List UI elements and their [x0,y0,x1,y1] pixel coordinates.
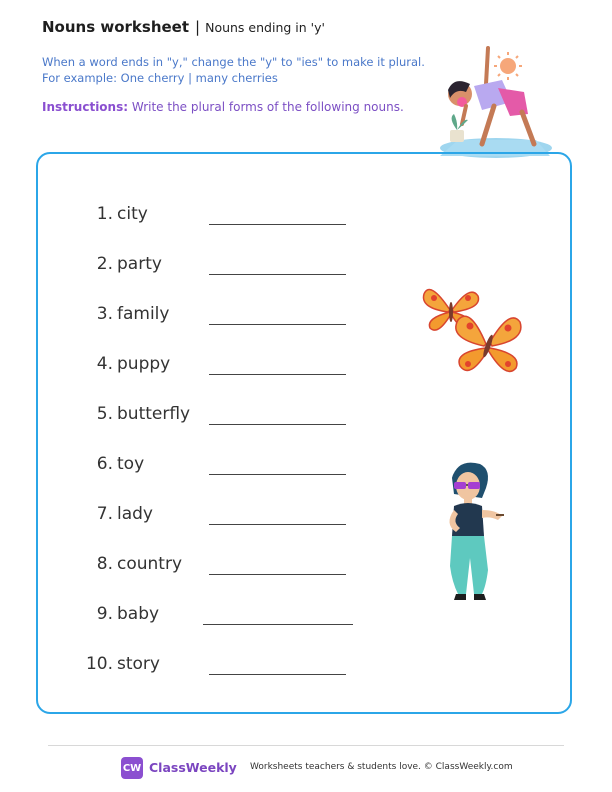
woman-sunglasses-illustration [436,458,512,604]
footer-brand[interactable]: ClassWeekly [149,760,237,775]
exercise-item [0,350,400,380]
answer-blank[interactable] [209,524,346,525]
item-noun: party [117,254,162,274]
item-noun: puppy [117,354,171,374]
item-noun: baby [117,604,160,624]
butterfly-illustration [450,306,526,382]
answer-blank[interactable] [209,574,346,575]
item-noun: family [117,304,170,324]
yoga-girl-illustration [436,44,552,162]
intro-rule: When a word ends in "y," change the "y" to "ies" to make it plural. [42,55,425,69]
instructions-label: Instructions: [42,100,129,114]
answer-blank[interactable] [209,474,346,475]
exercise-item [0,600,400,630]
item-noun: country [117,554,183,574]
answer-blank[interactable] [209,224,346,225]
exercise-item [0,300,400,330]
item-number: 10. [85,654,113,674]
instructions-text: Write the plural forms of the following nouns. [131,100,404,114]
exercise-item [0,650,400,680]
answer-blank[interactable] [209,374,346,375]
item-number: 9. [96,604,113,624]
item-noun: lady [117,504,153,524]
item-number: 2. [96,254,113,274]
answer-blank[interactable] [209,424,346,425]
answer-blank[interactable] [209,274,346,275]
item-number: 8. [96,554,113,574]
exercise-item [0,200,400,230]
item-noun: butterfly [117,404,191,424]
item-number: 4. [96,354,113,374]
exercise-item [0,550,400,580]
answer-blank[interactable] [203,624,353,625]
answer-blank[interactable] [209,324,346,325]
footer-divider [48,745,564,746]
item-noun: toy [117,454,145,474]
answer-blank[interactable] [209,674,346,675]
intro-text [42,54,425,86]
title-separator: | [195,18,201,36]
exercise-item [0,450,400,480]
item-number: 1. [96,204,113,224]
exercise-item [0,500,400,530]
item-number: 6. [96,454,113,474]
item-noun: story [117,654,160,674]
item-number: 7. [96,504,113,524]
worksheet-title: Nouns worksheet [42,18,190,36]
worksheet-header [42,18,325,36]
exercise-item [0,250,400,280]
item-number: 3. [96,304,113,324]
item-number: 5. [96,404,113,424]
exercise-item [0,400,400,430]
instructions [42,100,404,114]
item-noun: city [117,204,148,224]
intro-example: For example: One cherry | many cherries [42,71,278,85]
worksheet-subtitle: Nouns ending in 'y' [205,20,325,35]
footer-tagline: Worksheets teachers & students love. © ClassWeekly.com [250,762,513,772]
classweekly-logo[interactable]: CW [121,757,143,779]
